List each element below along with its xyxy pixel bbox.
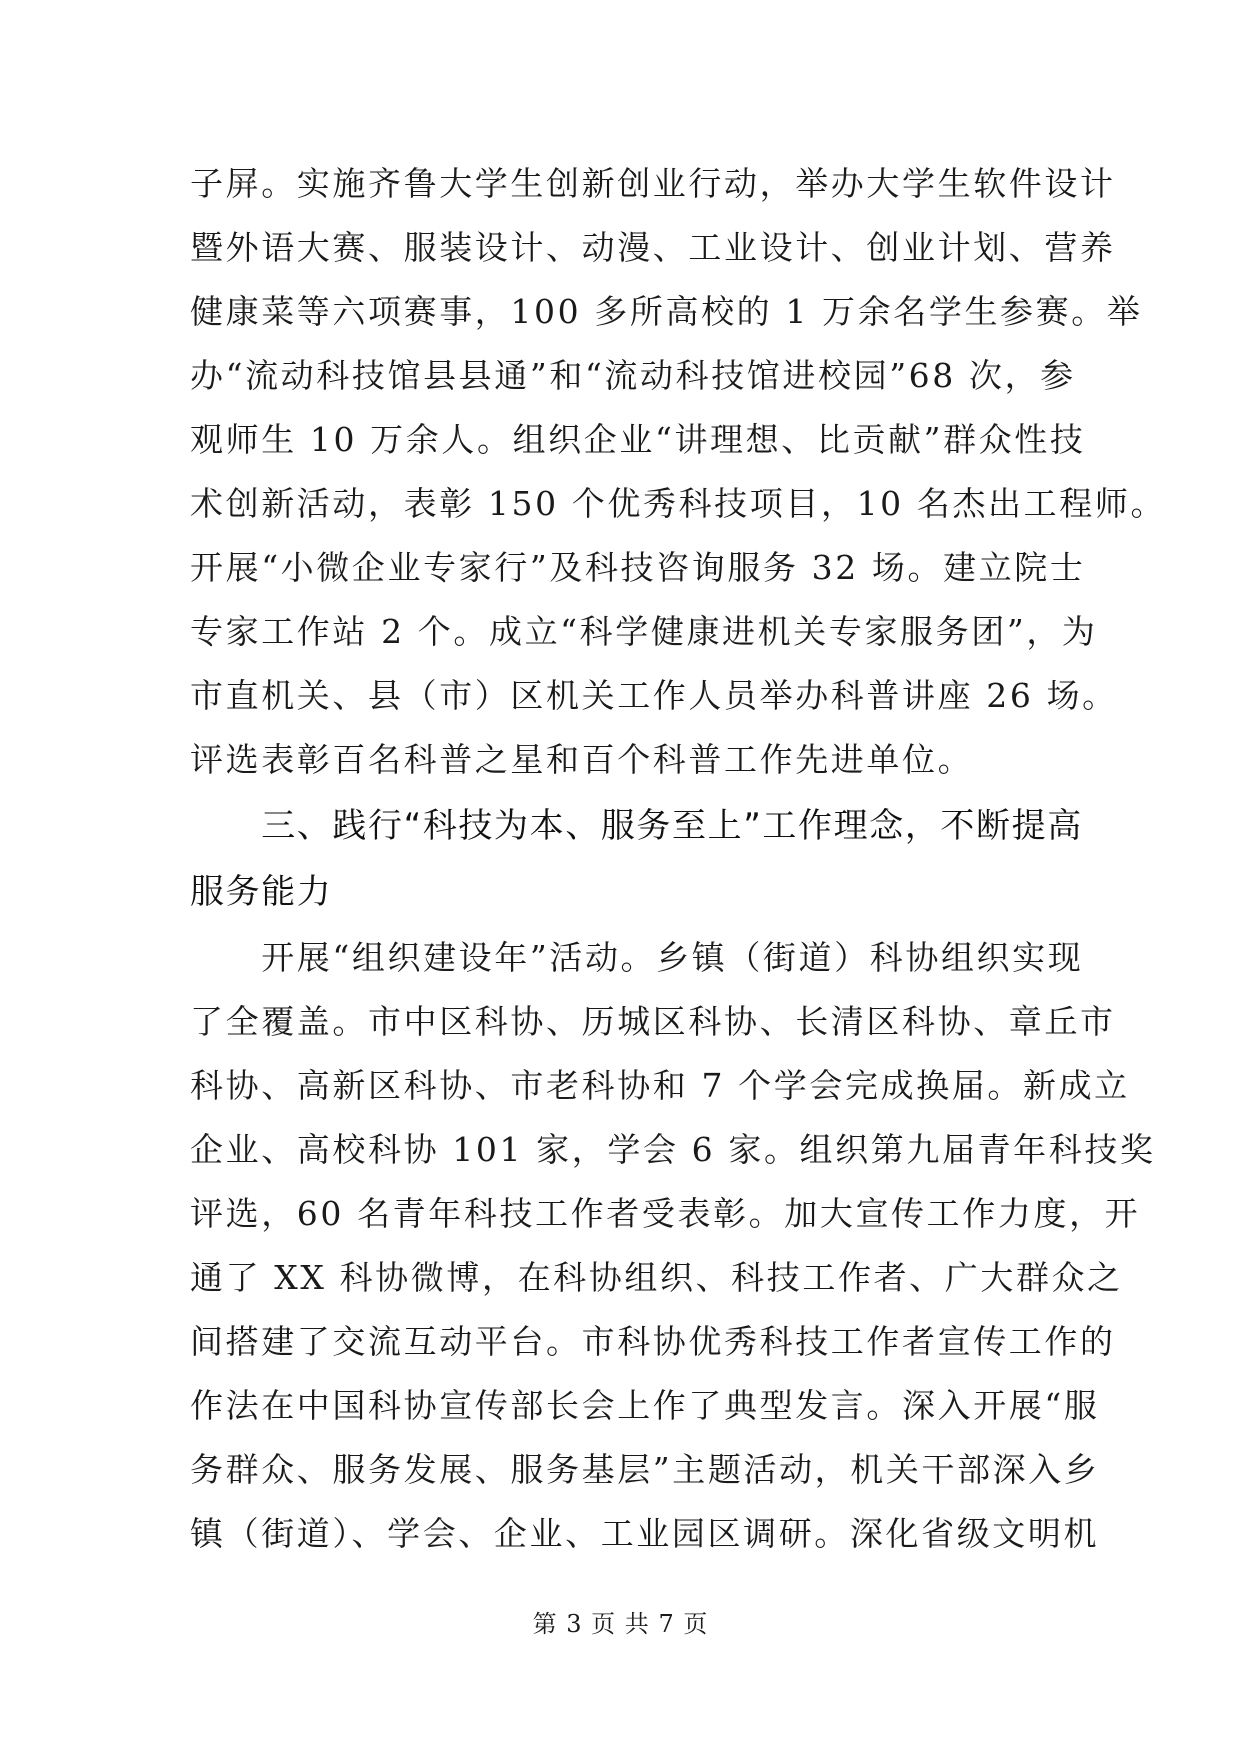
text-line: 通了 XX 科协微博，在科协组织、科技工作者、广大群众之 <box>190 1258 1123 1297</box>
page-number-footer: 第 3 页 共 7 页 <box>532 1610 709 1638</box>
text-line: 了全覆盖。市中区科协、历城区科协、长清区科协、章丘市 <box>190 1002 1116 1041</box>
text-line: 暨外语大赛、服装设计、动漫、工业设计、创业计划、营养 <box>190 228 1116 267</box>
text-line: 开展“组织建设年”活动。乡镇（街道）科协组织实现 <box>190 938 1084 977</box>
text-line: 办“流动科技馆县县通”和“流动科技馆进校园”68 次，参 <box>190 356 1076 395</box>
text-line: 健康菜等六项赛事，100 多所高校的 1 万余名学生参赛。举 <box>190 292 1143 331</box>
text-line: 术创新活动，表彰 150 个优秀科技项目，10 名杰出工程师。 <box>190 484 1167 523</box>
text-line: 专家工作站 2 个。成立“科学健康进机关专家服务团”，为 <box>190 612 1098 651</box>
text-line: 间搭建了交流互动平台。市科协优秀科技工作者宣传工作的 <box>190 1322 1116 1361</box>
text-line: 企业、高校科协 101 家，学会 6 家。组织第九届青年科技奖 <box>190 1130 1156 1169</box>
text-line: 作法在中国科协宣传部长会上作了典型发言。深入开展“服 <box>190 1386 1100 1425</box>
text-line: 评选，60 名青年科技工作者受表彰。加大宣传工作力度，开 <box>190 1194 1141 1233</box>
text-line: 子屏。实施齐鲁大学生创新创业行动，举办大学生软件设计 <box>190 164 1116 203</box>
text-line: 务群众、服务发展、服务基层”主题活动，机关干部深入乡 <box>190 1450 1100 1489</box>
text-line: 开展“小微企业专家行”及科技咨询服务 32 场。建立院士 <box>190 548 1086 587</box>
text-line: 评选表彰百名科普之星和百个科普工作先进单位。 <box>190 740 974 779</box>
text-line: 观师生 10 万余人。组织企业“讲理想、比贡献”群众性技 <box>190 420 1086 459</box>
text-line: 科协、高新区科协、市老科协和 7 个学会完成换届。新成立 <box>190 1066 1130 1105</box>
text-line: 镇（街道）、学会、企业、工业园区调研。深化省级文明机 <box>190 1514 1100 1553</box>
section-heading-line: 服务能力 <box>190 872 333 912</box>
text-line: 市直机关、县（市）区机关工作人员举办科普讲座 26 场。 <box>190 676 1118 715</box>
section-heading-line: 三、践行“科技为本、服务至上”工作理念，不断提高 <box>190 806 1083 846</box>
